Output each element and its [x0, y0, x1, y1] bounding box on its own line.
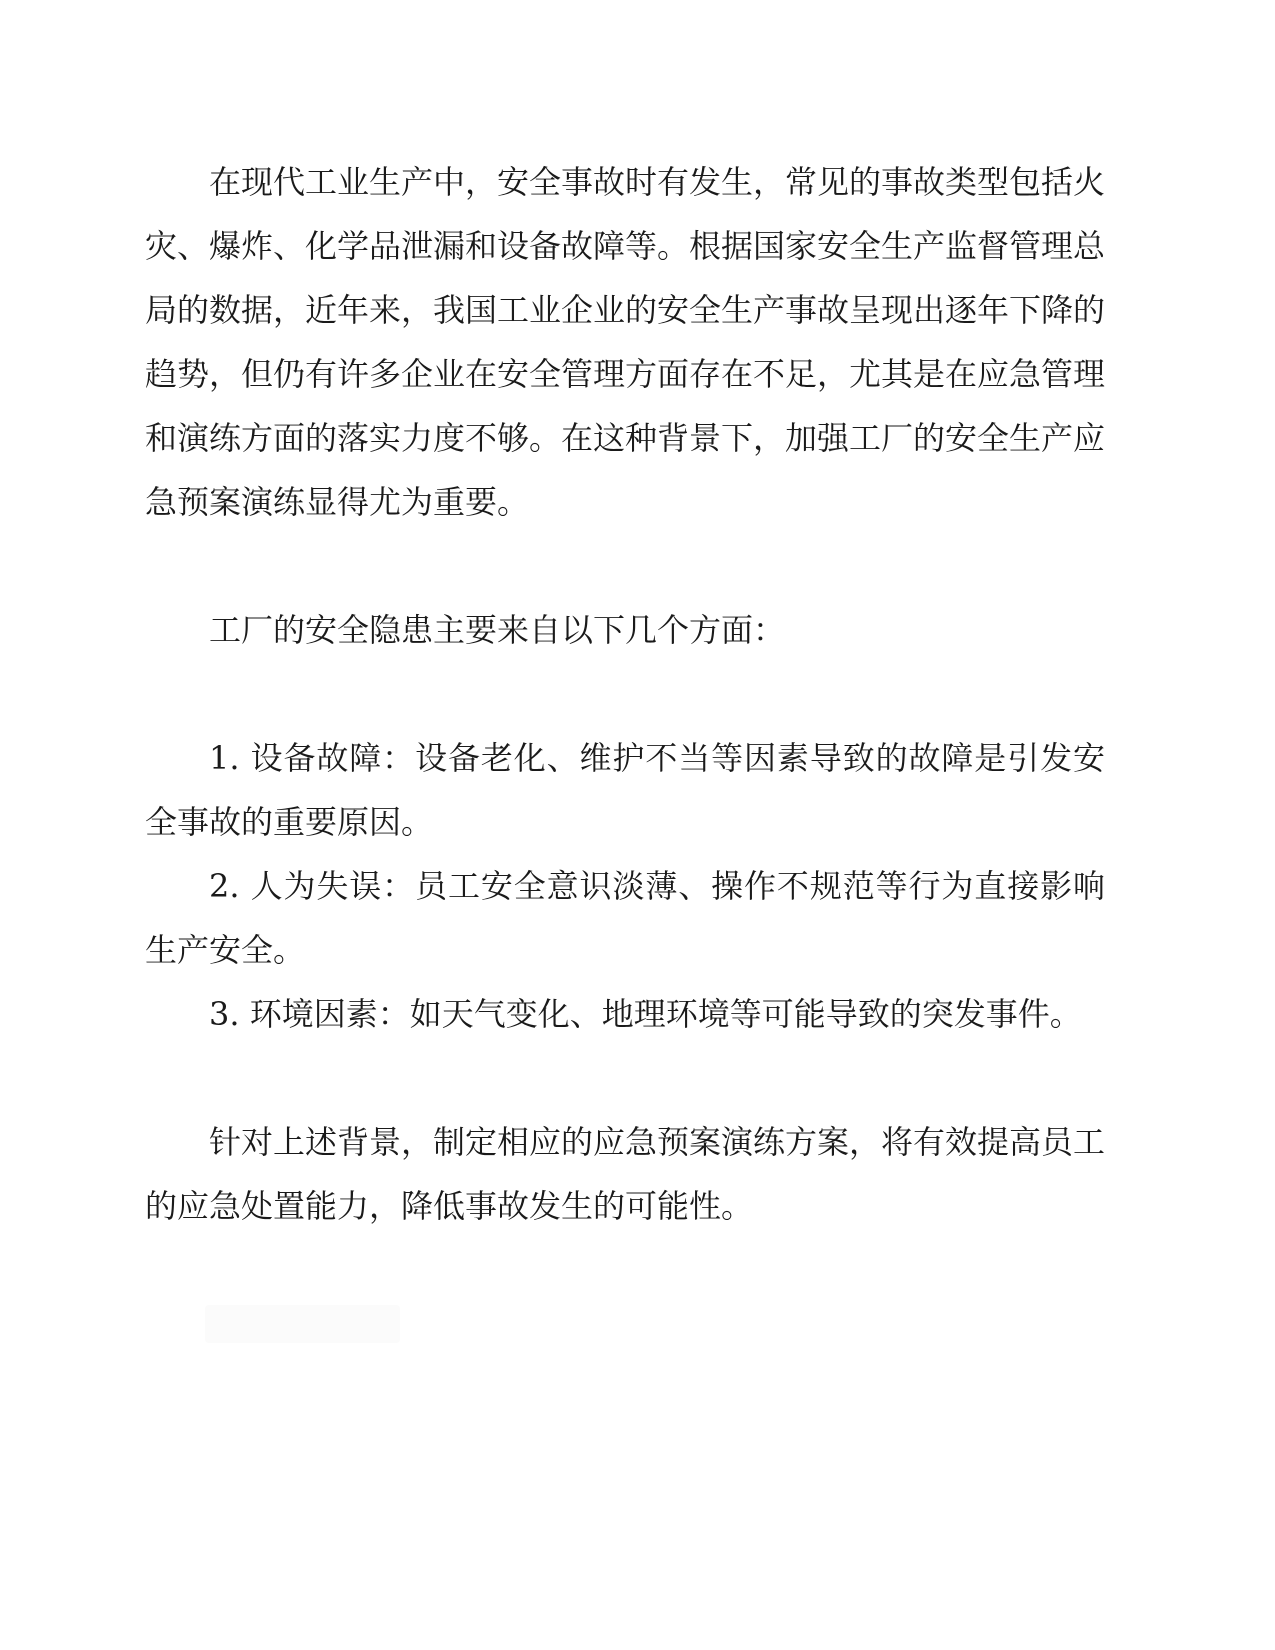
- paragraph-spacer: [145, 534, 1105, 598]
- faint-watermark-area: [205, 1305, 400, 1343]
- hazards-heading: 工厂的安全隐患主要来自以下几个方面：: [209, 611, 786, 649]
- paragraph-spacer: [145, 1046, 1105, 1110]
- document-body: [145, 150, 1105, 1238]
- list-item: 1. 设备故障：设备老化、维护不当等因素导致的故障是引发安全事故的重要原因。: [145, 739, 1105, 841]
- intro-paragraph: 在现代工业生产中，安全事故时有发生，常见的事故类型包括火灾、爆炸、化学品泄漏和设备故障等。根据国家安全生产监督管理总局的数据，近年来，我国工业企业的安全生产事故呈现出逐年下降的趋势，但仍有许多企业在安全管理方面存在不足，尤其是在应急管理和演练方面的落实力度不够。在这种背景下，加强工厂的安全生产应急预案演练显得尤为重要。: [145, 163, 1106, 521]
- paragraph-spacer: [145, 662, 1105, 726]
- conclusion-paragraph: 针对上述背景，制定相应的应急预案演练方案，将有效提高员工的应急处置能力，降低事故发生的可能性。: [145, 1123, 1106, 1225]
- hazards-list: [145, 726, 1105, 1046]
- list-item: 3. 环境因素：如天气变化、地理环境等可能导致的突发事件。: [209, 995, 1082, 1033]
- list-item: 2. 人为失误：员工安全意识淡薄、操作不规范等行为直接影响生产安全。: [145, 867, 1105, 969]
